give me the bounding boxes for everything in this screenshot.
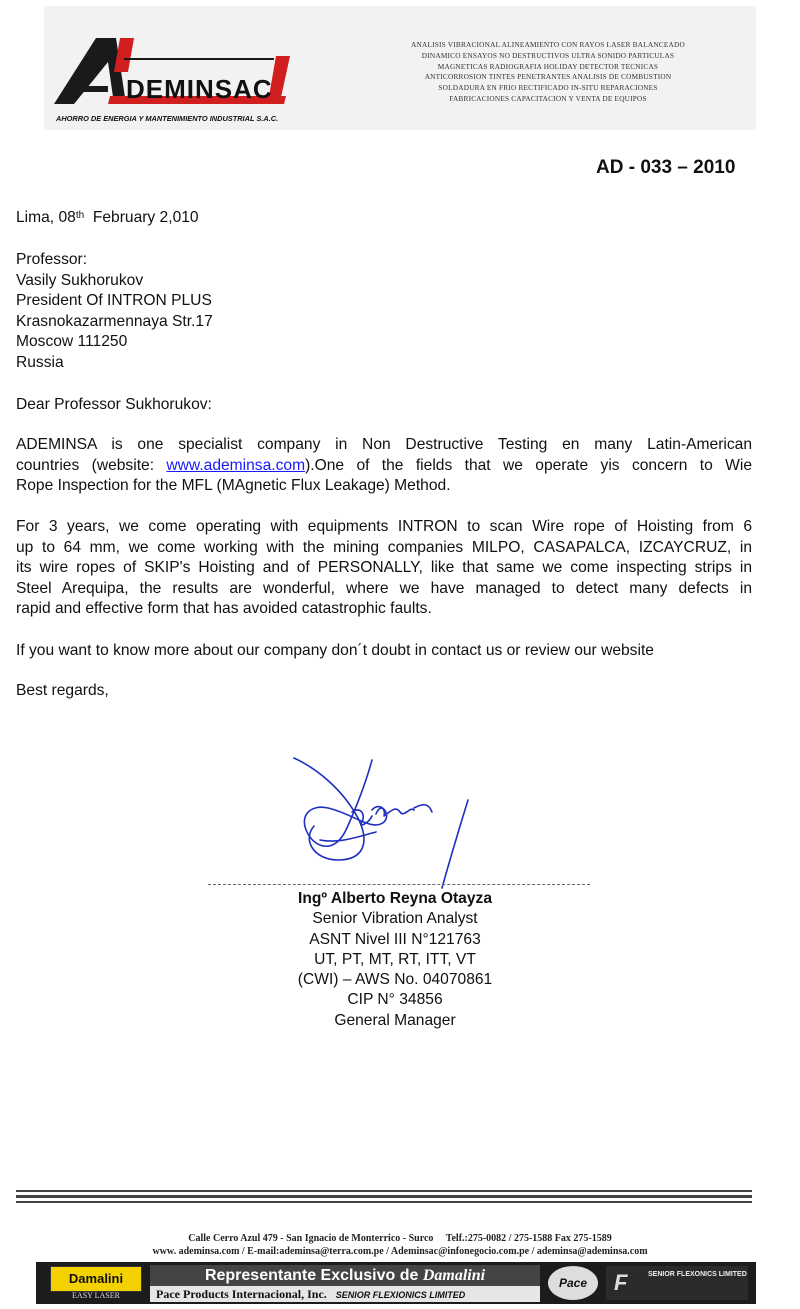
paragraph-line: Steel Arequipa, the results are wonderful, where we have managed to detect many defects in [16, 579, 752, 597]
paragraph-line: For 3 years, we come operating with equipments INTRON to scan Wire rope of Hoisting from 6 [16, 518, 752, 535]
letter-date [16, 208, 199, 229]
logo-name: DEMINSAC [126, 74, 273, 104]
senior-flexonics-logo [606, 1266, 748, 1300]
paragraph-line: Rope Inspection for the MFL (MAgnetic Flux Leakage) Method. [16, 477, 451, 495]
recipient-address [16, 250, 213, 373]
paragraph-experience [16, 517, 752, 620]
services-line: FABRICACIONES CAPACITACION Y VENTA DE EQUIPOS [449, 93, 647, 103]
paragraph-intro [16, 435, 752, 497]
services-line: ANALISIS VIBRACIONAL ALINEAMIENTO CON RAYOS LASER BALANCEADO [411, 40, 685, 49]
signer-detail: General Manager [334, 1011, 456, 1029]
signer-detail: ASNT Nivel III N°121763 [309, 930, 481, 948]
address-line: Moscow 111250 [16, 333, 128, 350]
signer-detail: UT, PT, MT, RT, ITT, VT [314, 950, 476, 968]
paragraph-line: its wire ropes of SKIP's Hoisting and of PERSONALLY, like that same we come inspecting strips in [16, 559, 752, 577]
address-line: Russia [16, 353, 64, 371]
paragraph-line: countries (website: www.ademinsa.com).One of the fields that we operate yis concern to Wie [16, 456, 753, 474]
address-line: President Of INTRON PLUS [16, 292, 212, 309]
date-prefix: Lima, 08 [16, 209, 76, 226]
services-line: MAGNETICAS RADIOGRAFIA HOLIDAY DETECTOR TECNICAS [437, 61, 659, 71]
signer-block [230, 889, 560, 1031]
banner-title: Representante Exclusivo de Damalini [150, 1265, 540, 1286]
services-line: ANTICORROSION TINTES PENETRANTES ANALISIS DE COMBUSTION [424, 72, 672, 82]
damalini-subtitle: EASY LASER [72, 1291, 120, 1300]
damalini-logo: Damalini [50, 1266, 142, 1292]
signer-detail: CIP N° 34856 [347, 991, 443, 1009]
signature-line [208, 884, 590, 885]
banner-subtitle: Pace Products Internacional, Inc. SENIOR FLEXIONICS LIMITED [150, 1286, 540, 1302]
footer-address: Calle Cerro Azul 479 - San Ignacio de Monterrico - Surco Telf.:275-0082 / 275-1588 Fax 275-1589 [188, 1233, 612, 1244]
date-suffix: th [75, 210, 85, 221]
footer-divider [16, 1201, 752, 1203]
salutation: Dear Professor Sukhorukov: [16, 396, 212, 413]
website-link[interactable]: www.ademinsa.com [166, 456, 306, 474]
paragraph-line: rapid and effective form that has avoided catastrophic faults. [16, 600, 432, 618]
services-line: DINAMICO ENSAYOS NO DESTRUCTIVOS ULTRA SONIDO PARTICULAS [421, 50, 675, 60]
logo-tagline: AHORRO DE ENERGIA Y MANTENIMIENTO INDUSTRIAL S.A.C. [56, 114, 279, 123]
date-rest: February 2,010 [92, 209, 199, 226]
services-list [380, 40, 716, 105]
paragraph-line: ADEMINSA is one specialist company in Non Destructive Testing en many Latin-American [16, 436, 752, 453]
senior-mark: F [614, 1270, 628, 1295]
logo-red-bar [114, 38, 134, 72]
signer-detail: (CWI) – AWS No. 04070861 [297, 971, 493, 989]
paragraph-contact: If you want to know more about our company don´t doubt in contact us or review our website [16, 642, 654, 659]
footer-divider [16, 1190, 752, 1192]
senior-name: SENIOR FLEXONICS LIMITED [648, 1271, 747, 1278]
closing: Best regards, [16, 682, 109, 699]
footer-contact [44, 1232, 756, 1258]
footer-divider [16, 1195, 752, 1198]
pace-logo: Pace [548, 1266, 598, 1300]
signer-name: Ingº Alberto Reyna Otayza [297, 890, 492, 907]
paragraph-line: up to 64 mm, we come working with the mining companies MILPO, CASAPALCA, IZCAYCRUZ, in [16, 538, 752, 556]
footer-emails: www. ademinsa.com / E-mail:ademinsa@terra.com.pe / Ademinsac@infonegocio.com.pe / ademinsa@ademinsa.com [152, 1246, 648, 1257]
address-line: Vasily Sukhorukov [16, 271, 144, 289]
signer-detail: Senior Vibration Analyst [312, 910, 478, 928]
reference-number: AD - 033 – 2010 [596, 157, 736, 178]
address-line: Professor: [16, 251, 88, 268]
services-line: SOLDADURA EN FRIO RECTIFICADO IN-SITU REPARACIONES [438, 83, 658, 93]
handwritten-signature [280, 752, 490, 892]
address-line: Krasnokazarmennaya Str.17 [16, 312, 213, 330]
